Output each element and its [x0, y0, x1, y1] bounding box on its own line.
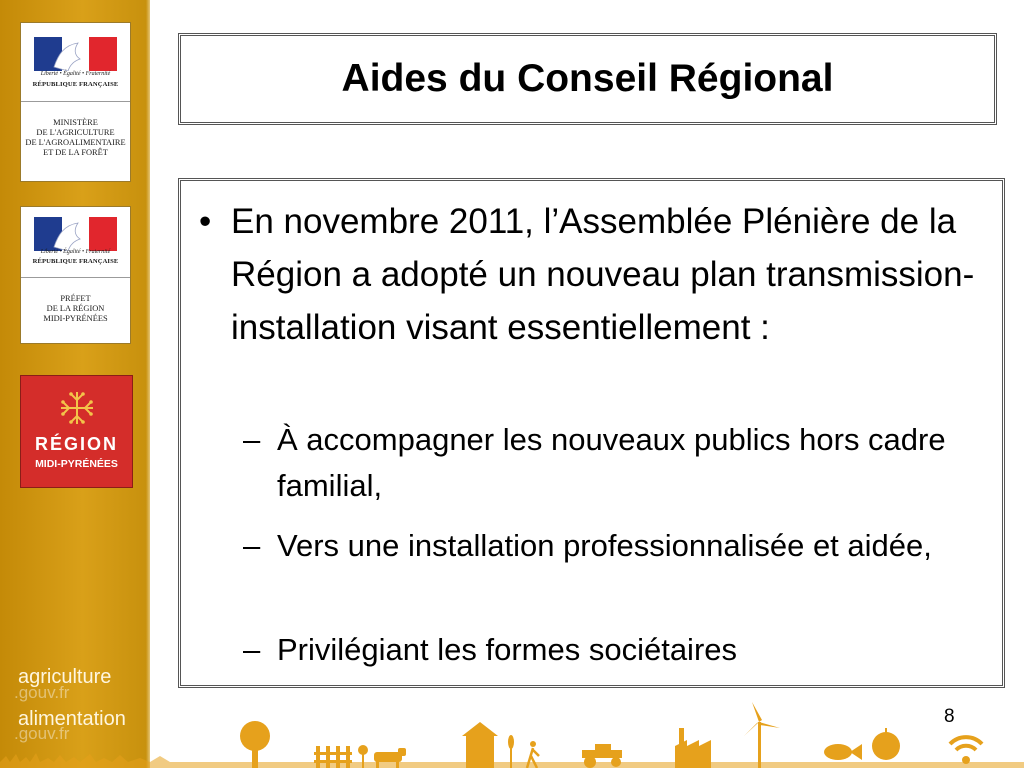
fish-icon [824, 744, 862, 760]
sub-item: – Vers une installation professionnalisée et aidée, [243, 523, 963, 569]
ministry-name: MINISTÈRE DE L'AGRICULTURE DE L'AGROALIMENTAIRE ET DE LA FORÊT [25, 118, 126, 157]
republic-motto: Liberté • Égalité • Fraternité [40, 249, 111, 255]
wind-turbine-icon [744, 702, 780, 768]
tree-icon [240, 721, 270, 768]
apple-icon [872, 728, 900, 760]
dash-icon: – [243, 528, 261, 563]
ministry-logo [20, 22, 131, 182]
walker-icon [527, 741, 539, 768]
page-number: 8 [944, 706, 955, 727]
region-logo [20, 375, 133, 488]
republic-label: RÉPUBLIQUE FRANÇAISE [32, 81, 119, 88]
main-bullet-text: En novembre 2011, l’Assemblée Plénière de la Région a adopté un nouveau plan transmission-installation visant essentiellement : [231, 202, 975, 347]
republic-motto: Liberté • Égalité • Fraternité [40, 71, 111, 77]
wheat-icon [508, 735, 514, 768]
region-subtitle: MIDI-PYRÉNÉES [35, 458, 118, 470]
occitan-cross-icon [59, 390, 95, 426]
title-box [178, 33, 997, 125]
content-box [178, 178, 1005, 688]
wifi-icon [950, 737, 982, 764]
brand-agriculture: agriculture [18, 666, 112, 688]
brand-agriculture-domain: .gouv.fr [14, 683, 70, 702]
brand-alimentation-domain: .gouv.fr [14, 724, 70, 743]
house-icon [462, 722, 498, 768]
flower-icon [358, 745, 368, 768]
marianne-flag-icon [34, 37, 117, 71]
factory-icon [675, 728, 711, 768]
marianne-flag-icon [34, 217, 117, 251]
sub-item: – Privilégiant les formes sociétaires [243, 627, 963, 673]
bullet-dot-icon: • [199, 202, 212, 241]
fence-icon [314, 746, 352, 768]
brand-alimentation: alimentation [18, 708, 126, 730]
cow-icon [374, 748, 406, 768]
dash-icon: – [243, 632, 261, 667]
sidebar [0, 0, 150, 768]
dash-icon: – [243, 422, 261, 457]
prefet-logo [20, 206, 131, 344]
prefet-name: PRÉFET DE LA RÉGION MIDI-PYRÉNÉES [43, 294, 108, 323]
tractor-icon [582, 744, 622, 768]
republic-label: RÉPUBLIQUE FRANÇAISE [32, 258, 119, 265]
main-bullet [199, 195, 979, 354]
icon-strip [150, 698, 1024, 768]
slide-title: Aides du Conseil Régional [341, 57, 834, 100]
region-title: RÉGION [34, 434, 118, 454]
sub-item: – À accompagner les nouveaux publics hors cadre familial, [243, 417, 963, 509]
